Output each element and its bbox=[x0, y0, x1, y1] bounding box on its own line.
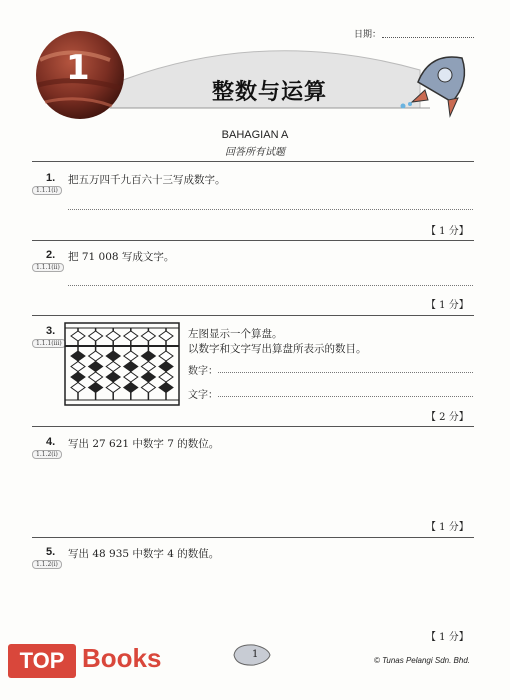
date-label: 日期： bbox=[354, 30, 382, 40]
question-text: 把五万四千九百六十三写成数字。 bbox=[68, 174, 226, 186]
section-label: BAHAGIAN A bbox=[221, 129, 289, 141]
marks-label: 【 1 分】 bbox=[426, 226, 469, 237]
separator bbox=[32, 315, 474, 316]
abacus-bead bbox=[159, 351, 173, 361]
question-text: 写出 27 621 中数字 7 的数位。 bbox=[68, 438, 220, 450]
question-number: 5. bbox=[46, 546, 56, 558]
word-answer-line[interactable] bbox=[218, 396, 473, 397]
syllabus-code: 1.1.1(i) bbox=[32, 186, 62, 195]
abacus-bead bbox=[106, 383, 120, 393]
question-number: 4. bbox=[46, 436, 56, 448]
marks-label: 【 1 分】 bbox=[426, 632, 469, 643]
abacus-bead bbox=[159, 383, 173, 393]
abacus-bead bbox=[89, 362, 103, 372]
abacus-bead bbox=[89, 351, 103, 361]
syllabus-code: 1.1.1(ii) bbox=[32, 263, 64, 272]
abacus-bead bbox=[106, 351, 120, 361]
abacus-bead bbox=[124, 331, 138, 341]
answer-line[interactable] bbox=[68, 285, 473, 286]
chapter-number: 1 bbox=[66, 48, 90, 88]
abacus-bead bbox=[159, 331, 173, 341]
question-number: 2. bbox=[46, 249, 56, 261]
topbooks-logo-text: Books bbox=[82, 643, 162, 673]
chapter-title: 整数与运算 bbox=[212, 80, 328, 105]
question-text: 以数字和文字写出算盘所表示的数目。 bbox=[188, 343, 367, 355]
abacus-bead bbox=[159, 362, 173, 372]
separator bbox=[32, 537, 474, 538]
syllabus-code: 1.1.1(iii) bbox=[32, 339, 66, 348]
abacus-bead bbox=[71, 383, 85, 393]
syllabus-code: 1.1.2(i) bbox=[32, 450, 62, 459]
question-number: 1. bbox=[46, 172, 56, 184]
question-text: 左图显示一个算盘。 bbox=[188, 328, 283, 340]
digit-label: 数字： bbox=[188, 366, 218, 377]
marks-label: 【 2 分】 bbox=[426, 412, 469, 423]
separator bbox=[32, 161, 474, 162]
syllabus-code: 1.1.2(i) bbox=[32, 560, 62, 569]
abacus-bead bbox=[89, 372, 103, 382]
abacus-bead bbox=[141, 362, 155, 372]
abacus-bead bbox=[71, 372, 85, 382]
abacus-bead bbox=[71, 351, 85, 361]
abacus-bead bbox=[89, 331, 103, 341]
abacus-bead bbox=[106, 372, 120, 382]
abacus-bead bbox=[141, 331, 155, 341]
abacus-bead bbox=[89, 383, 103, 393]
marks-label: 【 1 分】 bbox=[426, 300, 469, 311]
abacus-bead bbox=[159, 372, 173, 382]
section-instruction: 回答所有试题 bbox=[225, 147, 285, 158]
question-text: 写出 48 935 中数字 4 的数值。 bbox=[68, 548, 220, 560]
word-label: 文字： bbox=[188, 390, 218, 401]
abacus-bead bbox=[124, 383, 138, 393]
abacus-bead bbox=[106, 362, 120, 372]
page-number: 1 bbox=[252, 649, 259, 660]
abacus-bead bbox=[124, 351, 138, 361]
abacus-bead bbox=[124, 372, 138, 382]
marks-label: 【 1 分】 bbox=[426, 522, 469, 533]
abacus-bead bbox=[71, 331, 85, 341]
abacus-bead bbox=[106, 331, 120, 341]
topbooks-logo-badge: TOP bbox=[8, 644, 76, 678]
abacus-image bbox=[64, 322, 180, 406]
abacus-bead bbox=[124, 362, 138, 372]
question-text: 把 71 008 写成文字。 bbox=[68, 251, 175, 263]
separator bbox=[32, 426, 474, 427]
abacus-bead bbox=[71, 362, 85, 372]
abacus-bead bbox=[141, 372, 155, 382]
abacus-bead bbox=[141, 351, 155, 361]
digit-answer-line[interactable] bbox=[218, 372, 473, 373]
abacus-bead bbox=[141, 383, 155, 393]
copyright: © Tunas Pelangi Sdn. Bhd. bbox=[373, 656, 470, 665]
separator bbox=[32, 240, 474, 241]
answer-line[interactable] bbox=[68, 209, 473, 210]
question-number: 3. bbox=[46, 325, 56, 337]
